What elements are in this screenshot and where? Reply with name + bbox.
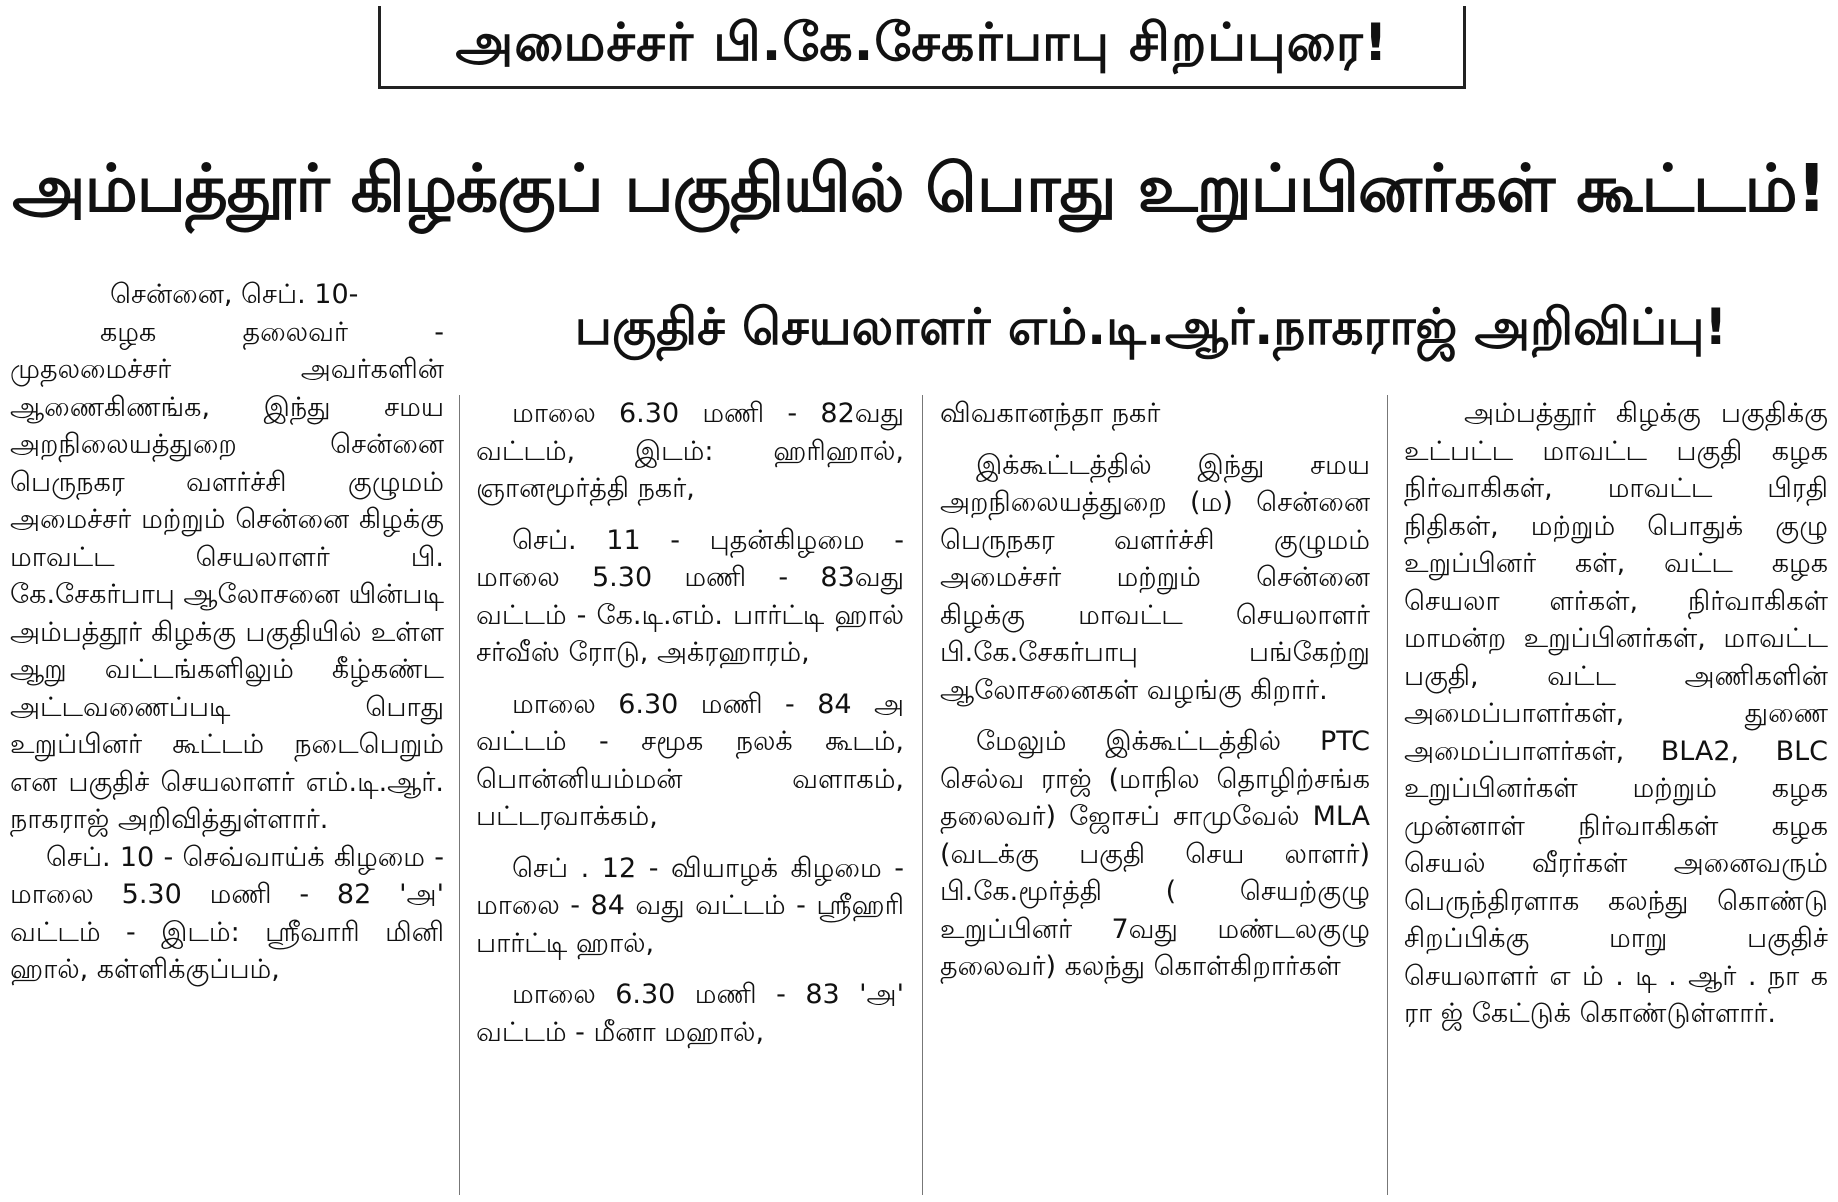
paragraph: விவகானந்தா நகர் [940, 398, 1161, 429]
paragraph: மாலை 6.30 மணி - 82வது வட்டம், இடம்: ஹரிஹால், ஞானமூர்த்தி நகர், [476, 398, 904, 504]
column-divider [1387, 395, 1388, 1195]
column-divider [922, 395, 923, 1195]
kicker-heading: அமைச்சர் பி.கே.சேகர்பாபு சிறப்புரை! [378, 6, 1466, 89]
main-headline: அம்பத்தூர் கிழக்குப் பகுதியில் பொது உறுப்பினர்கள் கூட்டம்! [12, 150, 1826, 227]
article-column-3 [940, 395, 1370, 986]
paragraph: மேலும் இக்கூட்டத்தில் PTC செல்வ ராஜ் (மாநில தொழிற்சங்க தலைவர்) ஜோசப் சாமுவேல் MLA (வடக்கு பகுதி செய லாளர்) பி.கே.மூர்த்தி ( செயற்குழு உறுப்பினர் 7வது மண்டலகுழு தலைவர்) கலந்து கொள்கிறார்கள் [940, 726, 1370, 982]
paragraph: செப். 10 - செவ்வாய்க் கிழமை - மாலை 5.30 மணி - 82 'அ' வட்டம் - இடம்: ஸ்ரீவாரி மினி ஹால், கள்ளிக்குப்பம், [10, 841, 444, 985]
paragraph: அம்பத்தூர் கிழக்கு பகுதிக்கு உட்பட்ட மாவட்ட பகுதி கழக நிர்வாகிகள், மாவட்ட பிரதி நிதிகள், மற்றும் பொதுக் குழு உறுப்பினர் கள், வட்ட கழக செயலா ளர்கள், நிர்வாகிகள் மாமன்ற உறுப்பினர்கள், மாவட்ட பகுதி, வட்ட அணிகளின் அமைப்பாளர்கள், துணை அமைப்பாளர்கள், BLA2, BLC உறுப்பினர்கள் மற்றும் கழக முன்னாள் நிர்வாகிகள் கழக செயல் வீரர்கள் அனைவரும் பெருந்திரளாக கலந்து கொண்டு சிறப்பிக்கு மாறு பகுதிச் செயலாளர் எ ம் . டி . ஆர் . நா க ரா ஜ் கேட்டுக் கொண்டுள்ளார். [1404, 398, 1828, 1029]
subheadline: பகுதிச் செயலாளர் எம்.டி.ஆர்.நாகராஜ் அறிவிப்பு! [574, 297, 1728, 356]
article-column-1 [10, 276, 444, 989]
column-divider [459, 395, 460, 1195]
paragraph: மாலை 6.30 மணி - 83 'அ' வட்டம் - மீனா மஹால், [476, 979, 904, 1048]
dateline: சென்னை, செப். 10- [110, 279, 359, 310]
paragraph: மாலை 6.30 மணி - 84 அ வட்டம் - சமூக நலக் கூடம், பொன்னியம்மன் வளாகம், பட்டரவாக்கம், [476, 688, 904, 832]
article-column-2 [476, 395, 904, 1051]
paragraph: கழக தலைவர் - முதலமைச்சர் அவர்களின் ஆணைகிணங்க, இந்து சமய அறநிலையத்துறை சென்னை பெருநகர வளர்ச்சி குழுமம் அமைச்சர் மற்றும் சென்னை கிழக்கு மாவட்ட செயலாளர் பி. கே.சேகர்பாபு ஆலோசனை யின்படி அம்பத்தூர் கிழக்கு பகுதியில் உள்ள ஆறு வட்டங்களிலும் கீழ்கண்ட அட்டவணைப்படி பொது உறுப்பினர் கூட்டம் நடைபெறும் என பகுதிச் செயலாளர் எம்.டி.ஆர். நாகராஜ் அறிவித்துள்ளார். [10, 316, 444, 835]
paragraph: செப். 11 - புதன்கிழமை - மாலை 5.30 மணி - 83வது வட்டம் - கே.டி.எம். பார்ட்டி ஹால் சர்வீஸ் ரோடு, அக்ரஹாரம், [476, 524, 904, 668]
article-column-4 [1404, 395, 1828, 1033]
paragraph: இக்கூட்டத்தில் இந்து சமய அறநிலையத்துறை (ம) சென்னை பெருநகர வளர்ச்சி குழுமம் அமைச்சர் மற்றும் சென்னை கிழக்கு மாவட்ட செயலாளர் பி.கே.சேகர்பாபு பங்கேற்று ஆலோசனைகள் வழங்கு கிறார். [940, 449, 1370, 706]
paragraph: செப் . 12 - வியாழக் கிழமை - மாலை - 84 வது வட்டம் - ஸ்ரீஹரி பார்ட்டி ஹால், [476, 852, 904, 959]
